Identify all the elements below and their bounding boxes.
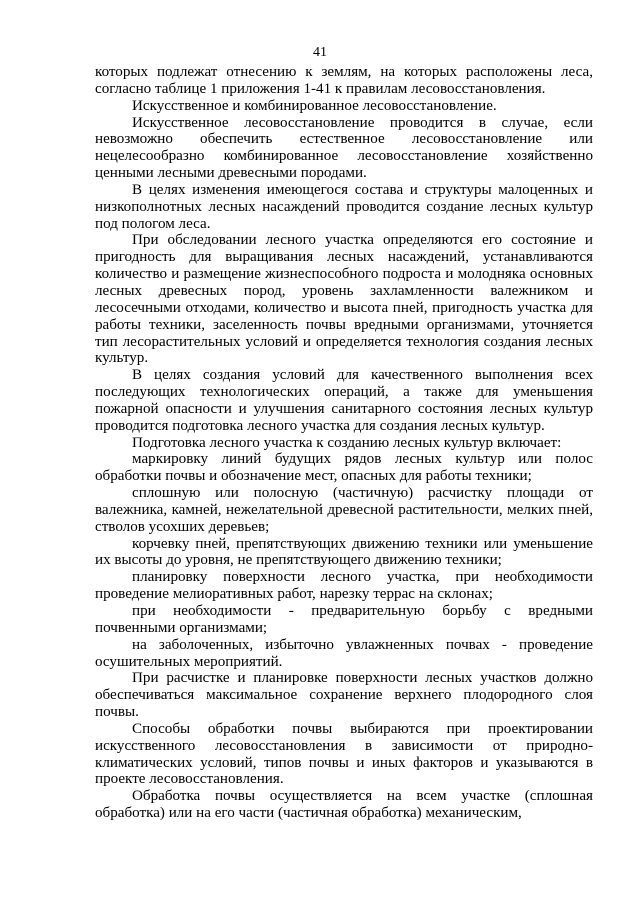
section-heading-artificial-reforestation: Искусственное и комбинированное лесовосстановление.	[132, 97, 497, 114]
list-item: сплошную или полосную (частичную) расчистку площади от валежника, камней, нежелательной древесной растительности, мелких пней, стволов усохших деревьев;	[95, 485, 593, 535]
list-item: на заболоченных, избыточно увлажненных почвах - проведение осушительных мероприятий.	[95, 636, 593, 670]
page-number: 41	[313, 45, 327, 60]
list-item: планировку поверхности лесного участка, при необходимости проведение мелиоративных работ, нарезку террас на склонах;	[95, 569, 593, 603]
paragraph: При расчистке и планировке поверхности лесных участков должно обеспечиваться максимальное сохранение верхнего плодородного слоя почвы.	[95, 670, 593, 721]
list-item: корчевку пней, препятствующих движению техники или уменьшение их высоты до уровня, не препятствующего движению техники;	[95, 535, 593, 569]
paragraph-continuation: которых подлежат отнесению к землям, на которых расположены леса, согласно таблице 1 приложения 1-41 к правилам лесовосстановления.	[95, 64, 593, 97]
list-item: маркировку линий будущих рядов лесных культур или полос обработки почвы и обозначение мест, опасных для работы техники;	[95, 451, 593, 485]
paragraph: В целях изменения имеющегося состава и структуры малоценных и низкополнотных лесных насаждений проводится создание лесных культур под пологом леса.	[95, 181, 593, 232]
document-body	[95, 64, 593, 822]
paragraph: В целях создания условий для качественного выполнения всех последующих технологических операций, а также для уменьшения пожарной опасности и улучшения санитарного состояния лесных культур проводится подготовка лесного участка для создания лесных культур.	[95, 367, 593, 434]
paragraph: При обследовании лесного участка определяются его состояние и пригодность для выращивания лесных насаждений, устанавливаются количество и размещение жизнеспособного подроста и молодняка основных лесных древесных пород, уровень захламленности валежником и лесосечными отходами, количество и высота пней, пригодность участка для работы техники, заселенность почвы вредными организмами, уточняется тип лесорастительных условий и определяется технология создания лесных культур.	[95, 232, 593, 367]
list-intro: Подготовка лесного участка к созданию лесных культур включает:	[132, 434, 562, 451]
paragraph: Способы обработки почвы выбираются при проектировании искусственного лесовосстановления в зависимости от природно-климатических условий, типов почвы и иных факторов и указываются в проекте лесовосстановления.	[95, 720, 593, 788]
list-item: при необходимости - предварительную борьбу с вредными почвенными организмами;	[95, 603, 593, 636]
paragraph: Обработка почвы осуществляется на всем участке (сплошная обработка) или на его части (частичная обработка) механическим,	[95, 788, 593, 822]
paragraph: Искусственное лесовосстановление проводится в случае, если невозможно обеспечить естественное лесовосстановление или нецелесообразно комбинированное лесовосстановление хозяйственно ценными лесными древесными породами.	[95, 114, 593, 182]
